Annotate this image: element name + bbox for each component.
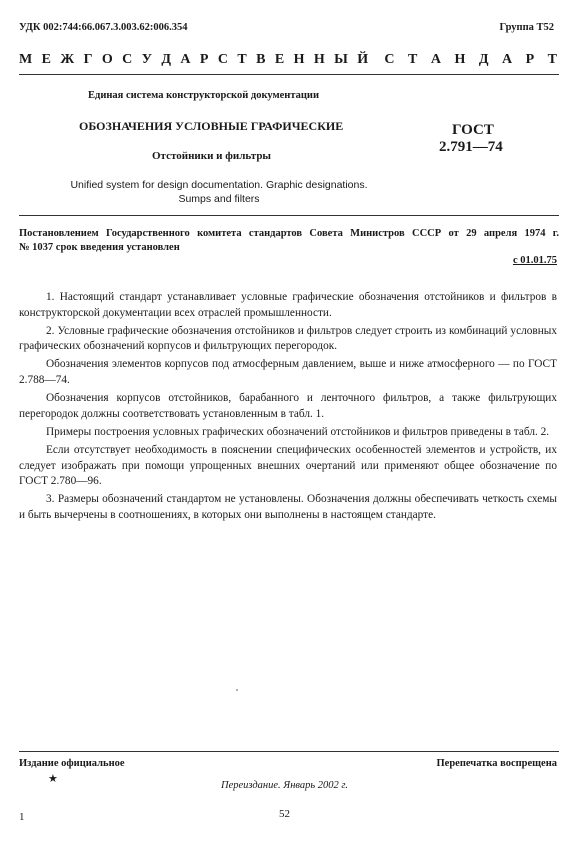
gost-label: ГОСТ	[452, 122, 494, 138]
paragraph: 3. Размеры обозначений стандартом не установлены. Обозначения должны обеспечивать четкость схемы и быть вычерчены в соотношениях, в которых они выполнены в настоящем стандарте.	[19, 493, 557, 521]
paragraph: Если отсутствует необходимость в пояснении специфических особенностей элементов и устройств, их следует изображать при помощи упрощенных внешних очертаний или применяют общее обозначение по ГОСТ 2.780—96.	[19, 443, 557, 488]
paragraph: Обозначения корпусов отстойников, барабанного и ленточного фильтров, а также фильтрующих перегородок должны соответствовать установленным в табл. 1.	[19, 392, 557, 420]
official-edition-label: Издание официальное	[19, 758, 125, 769]
banner-letter: У	[141, 52, 152, 67]
english-title-line2: Sumps and filters	[178, 193, 260, 205]
document-subtitle: Отстойники и фильтры	[152, 150, 272, 162]
banner-letter: Н	[454, 52, 466, 67]
banner-letter: Н	[313, 52, 325, 67]
paragraph: 2. Условные графические обозначения отстойников и фильтров следует строить из комбинаций условных графических обозначений корпусов и фильтрующих перегородок.	[19, 324, 557, 353]
banner-letter: Г	[83, 52, 93, 67]
banner-letter: Р	[199, 52, 209, 67]
banner-word-interstate	[19, 52, 368, 68]
paragraph: Примеры построения условных графических обозначений отстойников и фильтров приведены в табл. 2.	[46, 425, 550, 438]
banner-letter: О	[101, 52, 113, 67]
republication-note: Переиздание. Январь 2002 г.	[221, 780, 348, 791]
sheet-number: 1	[19, 811, 25, 823]
banner-letter: А	[501, 52, 513, 67]
english-title-line1: Unified system for design documentation. Graphic designations.	[70, 179, 368, 191]
banner-letter: Т	[547, 52, 557, 67]
group-code: Группа Т52	[499, 22, 554, 33]
body-text	[19, 290, 557, 526]
effective-date: с 01.01.75	[512, 255, 557, 266]
banner-letter: Т	[407, 52, 418, 67]
banner-letter: А	[180, 52, 191, 67]
banner-letter: Й	[357, 52, 369, 67]
document-title: ОБОЗНАЧЕНИЯ УСЛОВНЫЕ ГРАФИЧЕСКИЕ	[79, 119, 344, 133]
banner-letter: Ж	[60, 52, 75, 67]
banner-letter: С	[122, 52, 133, 67]
page-number: 52	[279, 808, 290, 820]
banner-letter: М	[19, 52, 33, 67]
banner-letter: Т	[237, 52, 247, 67]
gost-number: 2.791—74	[439, 139, 503, 155]
banner-divider	[19, 74, 559, 75]
banner-word-standard	[384, 52, 557, 68]
reprint-prohibited-label: Перепечатка воспрещена	[436, 758, 557, 769]
paragraph: Обозначения элементов корпусов под атмосферным давлением, выше и ниже атмосферного — по ГОСТ 2.788—74.	[19, 358, 557, 387]
banner-letter: В	[256, 52, 266, 67]
english-title	[67, 178, 371, 206]
star-icon: ★	[48, 773, 58, 785]
title-divider	[19, 215, 559, 216]
banner-letter: Р	[525, 52, 535, 67]
gost-designation	[439, 122, 503, 156]
banner-letter: Ы	[334, 52, 348, 67]
banner-letter: Н	[293, 52, 305, 67]
decree-line2: № 1037 срок введения установлен	[19, 242, 180, 253]
standard-banner	[19, 52, 557, 68]
system-name: Единая система конструкторской документации	[88, 90, 319, 101]
banner-letter: Д	[478, 52, 489, 67]
banner-letter: Д	[161, 52, 171, 67]
scan-speck	[236, 689, 238, 691]
banner-letter: А	[430, 52, 441, 67]
paragraph: 1. Настоящий стандарт устанавливает условные графические обозначения отстойников и фильтров в конструкторской документации всех отраслей промышленности.	[19, 291, 557, 319]
decree-line1: Постановлением Государственного комитета стандартов Совета Министров СССР от 29 апреля 1974 г.	[19, 228, 559, 239]
banner-letter: С	[384, 52, 395, 67]
banner-letter: Е	[274, 52, 285, 67]
banner-letter: С	[217, 52, 228, 67]
banner-letter: Е	[41, 52, 51, 67]
footer-divider	[19, 751, 559, 752]
udk-code: УДК 002:744:66.067.3.003.62:006.354	[19, 22, 188, 33]
